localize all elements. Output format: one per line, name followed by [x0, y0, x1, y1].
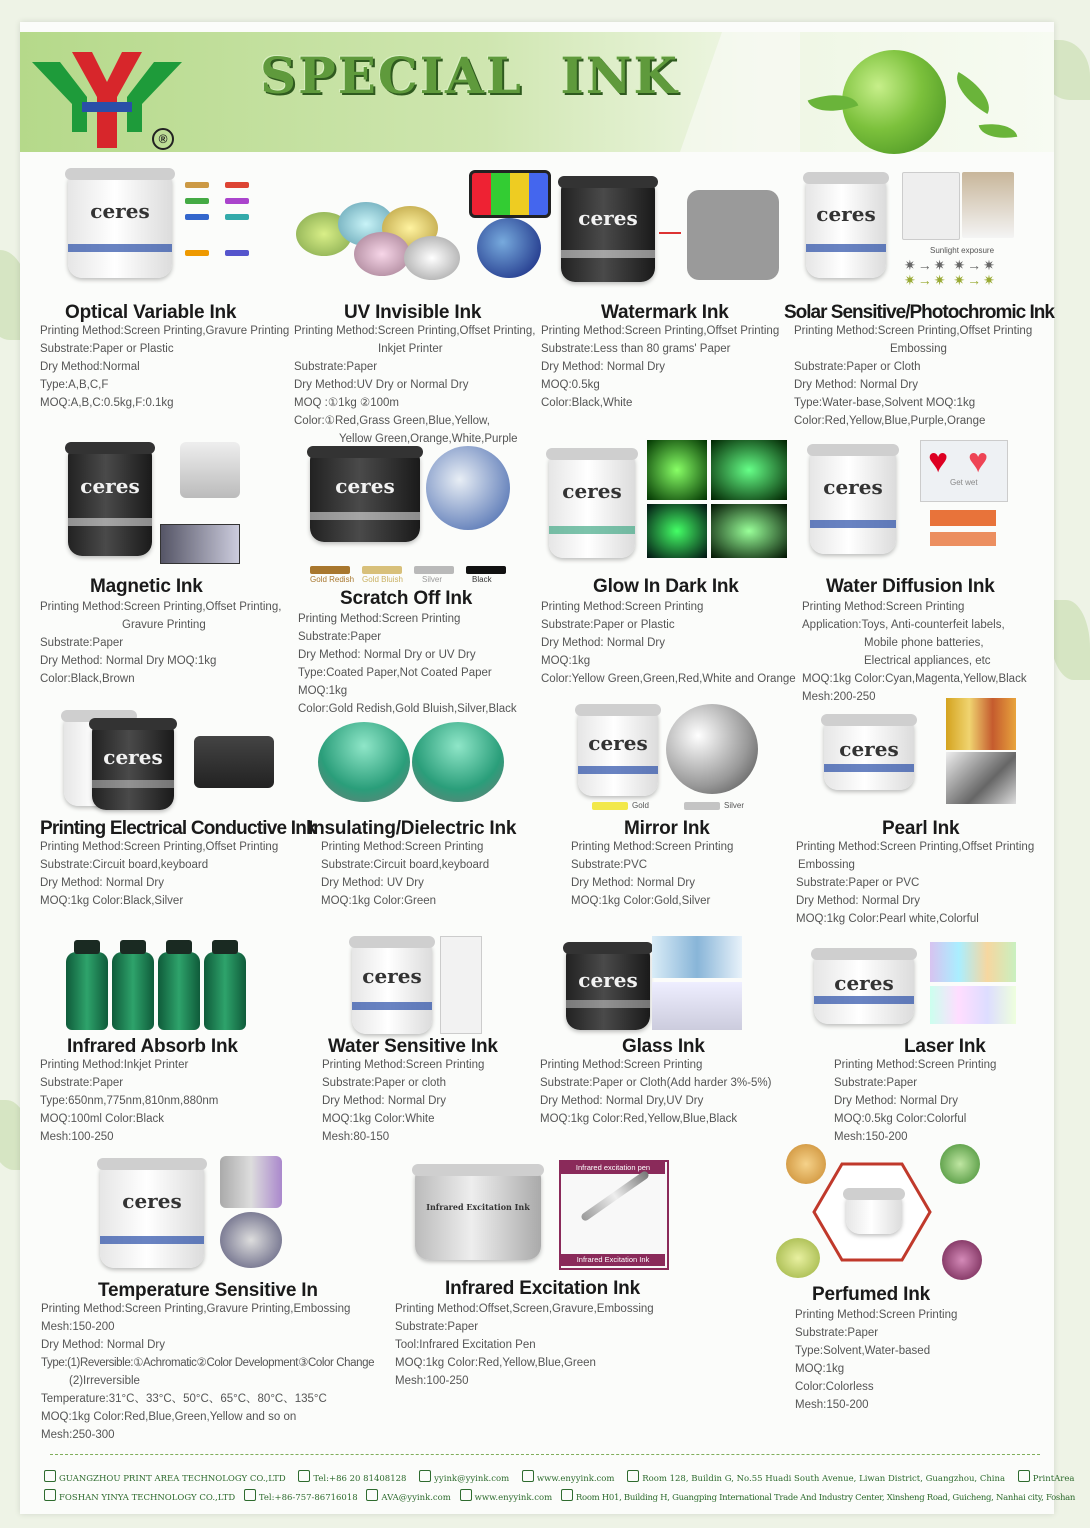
address: Room 128, Buildin G, No.55 Huadi South Avenue, Liwan District, Guangzhou, China — [642, 1474, 1006, 1484]
color-swatch — [185, 214, 209, 220]
footer-divider — [50, 1454, 1040, 1455]
magnetic-strip-photo — [160, 524, 240, 564]
company-name: FOSHAN YINYA TECHNOLOGY CO.,LTD — [59, 1493, 236, 1503]
spec-line: Dry Method:Normal — [40, 361, 140, 373]
spec-line: Type:(1)Reversible:①Achromatic②Color Development③Color Change — [41, 1357, 375, 1369]
product-glow-in-dark — [541, 434, 796, 694]
color-swatch — [225, 250, 249, 256]
spec-line: Dry Method: Normal Dry — [571, 877, 695, 889]
spec-line: Gravure Printing — [122, 619, 206, 631]
product-specs — [834, 1056, 996, 1146]
product-image — [294, 162, 539, 292]
product-optical-variable — [40, 162, 300, 422]
spec-line: Printing Method:Screen Printing,Offset Printing — [796, 841, 1035, 853]
holographic-photo — [930, 942, 1016, 982]
spec-line: Printing Method:Screen Printing — [802, 601, 965, 613]
product-magnetic — [40, 434, 300, 684]
spec-line: Color:Colorless — [795, 1381, 874, 1393]
spec-line: Color:Black,Brown — [40, 673, 135, 685]
spec-line: Substrate:Paper — [294, 361, 378, 373]
spec-line: Type:650nm,775nm,810nm,880nm — [40, 1095, 219, 1107]
product-specs — [40, 1056, 218, 1146]
product-specs — [40, 598, 281, 688]
magnetic-card-photo — [180, 442, 240, 498]
facebook-icon — [1018, 1470, 1030, 1482]
product-specs — [40, 838, 278, 910]
mail-icon — [366, 1489, 378, 1501]
phone-icon — [298, 1470, 310, 1482]
spec-line: Substrate:Circuit board,keyboard — [321, 859, 490, 871]
email-link[interactable]: AVA@yyink.com — [381, 1493, 451, 1503]
get-wet-caption: Get wet — [950, 478, 978, 487]
spec-line: MOQ:1kg — [795, 1363, 845, 1375]
product-perfumed — [762, 1138, 1042, 1428]
color-swatch — [185, 182, 209, 188]
glass-cups-photo — [652, 982, 742, 1030]
spec-line: Mesh:200-250 — [802, 691, 876, 703]
ink-bucket: ceres — [549, 454, 635, 558]
spec-line: Substrate:Paper — [40, 1077, 124, 1089]
spec-line: MOQ :①1kg ②100m — [294, 397, 399, 409]
spec-line: MOQ:1kg — [541, 655, 591, 667]
product-title: Printing Electrical Conductive Ink — [40, 818, 316, 839]
address: Room H01, Building H, Guangping International Trade And Industry Center, Xinsheng Road, Guicheng, Nanhai city, Foshan — [575, 1493, 1076, 1503]
spec-line: Dry Method: Normal Dry — [541, 361, 665, 373]
product-specs — [795, 1306, 957, 1414]
product-title: Water Sensitive Ink — [328, 1036, 498, 1057]
contact-row-foshan — [44, 1489, 1076, 1508]
spec-line: Printing Method:Screen Printing — [298, 613, 461, 625]
water-sensitive-sample — [440, 936, 482, 1034]
spec-line: Temperature:31°C、33°C、50°C、65°C、80°C、135°C — [41, 1393, 327, 1405]
product-image — [794, 696, 1049, 826]
leaf-icon — [948, 72, 999, 114]
watermark-sample — [687, 190, 779, 280]
mail-icon — [419, 1470, 431, 1482]
spec-line: Application:Toys, Anti-counterfeit labels, — [802, 619, 1005, 631]
glow-sample-1 — [647, 440, 707, 500]
spec-line: Substrate:Paper or PVC — [796, 877, 920, 889]
spec-line: Dry Method: Normal Dry — [541, 637, 665, 649]
product-specs — [541, 322, 779, 412]
globe-icon — [460, 1489, 472, 1501]
product-image — [810, 928, 1050, 1038]
product-laser — [810, 928, 1050, 1158]
sample-bottles-photo — [220, 1156, 282, 1208]
product-title: UV Invisible Ink — [344, 302, 482, 323]
ink-bottle — [158, 952, 200, 1030]
ink-bottle — [204, 952, 246, 1030]
spec-line: Substrate:Paper — [298, 631, 382, 643]
spec-line: Color:Yellow Green,Green,Red,White and Orange — [541, 673, 796, 685]
spec-line: Dry Method: Normal Dry — [796, 895, 920, 907]
product-image — [40, 928, 300, 1038]
swatch-silver — [684, 802, 720, 810]
spec-line: Substrate:Paper — [834, 1077, 918, 1089]
spec-line: Electrical appliances, etc — [864, 655, 991, 667]
spec-line: Substrate:Circuit board,keyboard — [40, 859, 209, 871]
glow-sample-4 — [711, 504, 787, 558]
spec-line: Dry Method: Normal Dry MOQ:1kg — [40, 655, 217, 667]
ink-bucket: ceres — [68, 448, 152, 556]
ink-bucket: Infrared Excitation Ink — [415, 1170, 541, 1260]
product-infrared-absorb — [40, 928, 300, 1158]
scratch-card-photo — [426, 446, 510, 530]
spec-line: MOQ:1kg Color:Red,Yellow,Blue,Green — [395, 1357, 596, 1369]
swatch-label: Gold Bluish — [362, 575, 403, 584]
product-uv-invisible — [294, 162, 539, 445]
sunlight-caption: Sunlight exposure — [930, 246, 995, 255]
label-sample — [930, 510, 996, 526]
star-icon-row: ✷→✷ ✷→✷ — [904, 272, 997, 288]
spec-line: Substrate:Paper or cloth — [322, 1077, 447, 1089]
product-title: Infrared Absorb Ink — [67, 1036, 238, 1057]
mirror-sample-photo — [666, 704, 758, 794]
spec-line: Dry Method: Normal Dry — [794, 379, 918, 391]
spec-line: Color:Gold Redish,Gold Bluish,Silver,Black — [298, 703, 517, 715]
product-title: Temperature Sensitive In — [98, 1280, 318, 1301]
uv-light-image — [477, 218, 541, 278]
swatch-label: Silver — [422, 575, 443, 584]
product-title: Mirror Ink — [624, 818, 710, 839]
spec-line: Printing Method:Screen Printing,Gravure Printing,Embossing — [41, 1303, 351, 1315]
spec-line: Type:Solvent,Water-based — [795, 1345, 931, 1357]
spec-line: Substrate:Paper or Plastic — [40, 343, 174, 355]
product-infrared-excitation — [395, 1152, 695, 1412]
spec-line: Substrate:Paper or Cloth — [794, 361, 921, 373]
spec-line: MOQ:1kg Color:White — [322, 1113, 435, 1125]
product-title: Glow In Dark Ink — [593, 576, 739, 597]
spec-line: MOQ:1kg — [298, 685, 348, 697]
spec-line: MOQ:1kg Color:Green — [321, 895, 437, 907]
ink-tray-green — [318, 722, 410, 802]
ink-bucket: ceres — [310, 452, 420, 542]
spec-line: Color:①Red,Grass Green,Blue,Yellow, — [294, 415, 490, 427]
spec-line: Yellow Green,Orange,White,Purple — [339, 433, 518, 445]
spec-line: Printing Method:Inkjet Printer — [40, 1059, 189, 1071]
spec-line: Dry Method: Normal Dry — [322, 1095, 446, 1107]
ginger-photo — [786, 1144, 826, 1184]
spec-line: Substrate:PVC — [571, 859, 648, 871]
product-title: Optical Variable Ink — [65, 302, 237, 323]
product-image — [40, 434, 300, 574]
product-title: Magnetic Ink — [90, 576, 203, 597]
location-icon — [561, 1489, 573, 1501]
product-water-sensitive — [322, 928, 542, 1158]
spec-line: Dry Method: Normal Dry — [41, 1339, 165, 1351]
label-sample — [930, 532, 996, 546]
ink-bucket: ceres — [92, 724, 174, 810]
product-water-diffusion — [782, 434, 1047, 704]
product-insulating-dielectric — [306, 696, 546, 916]
product-image — [395, 1152, 695, 1282]
spec-line: Printing Method:Screen Printing,Offset Printing — [541, 325, 780, 337]
product-image — [306, 696, 546, 826]
person-photo — [962, 172, 1014, 238]
product-image — [762, 1138, 1042, 1278]
product-specs — [794, 322, 1032, 430]
spec-line: Mesh:100-250 — [40, 1131, 114, 1143]
spec-line: Inkjet Printer — [378, 343, 443, 355]
pearl-foil-photo — [946, 698, 1016, 750]
product-title: Insulating/Dielectric Ink — [308, 818, 517, 839]
spec-line: Printing Method:Screen Printing,Offset Printing — [40, 841, 279, 853]
contact-footer — [44, 1470, 1076, 1508]
spec-line: Mesh:80-150 — [322, 1131, 390, 1143]
ink-bottle — [66, 952, 108, 1030]
spec-line: Dry Method: Normal Dry — [834, 1095, 958, 1107]
pen-caption: Infrared excitation pen — [561, 1162, 665, 1174]
product-solar-sensitive — [782, 162, 1054, 442]
email-link[interactable]: yyink@yyink.com — [434, 1474, 510, 1484]
ink-bucket: ceres — [561, 182, 655, 282]
swatch-gold-bluish — [362, 566, 402, 574]
heart-icon: ♥ — [968, 442, 989, 480]
product-image — [298, 434, 548, 584]
ink-bucket: ceres — [566, 948, 650, 1030]
spec-line: MOQ:1kg Color:Black,Silver — [40, 895, 184, 907]
poster-sheet — [20, 22, 1076, 1514]
spec-line: Mesh:250-300 — [41, 1429, 115, 1441]
ink-bucket: ceres — [578, 710, 658, 796]
ink-tray-white — [404, 236, 460, 280]
spec-line: Dry Method:UV Dry or Normal Dry — [294, 379, 469, 391]
spec-line: Printing Method:Screen Printing — [540, 1059, 703, 1071]
product-specs — [541, 598, 796, 688]
product-image — [541, 434, 786, 574]
header-banner — [20, 32, 1054, 152]
product-specs — [322, 1056, 484, 1146]
spec-line: Substrate:Paper or Plastic — [541, 619, 675, 631]
product-title: Infrared Excitation Ink — [445, 1278, 640, 1299]
swatch-silver — [414, 566, 454, 574]
product-title: Pearl Ink — [882, 818, 960, 839]
phone-icon — [244, 1489, 256, 1501]
product-specs — [540, 1056, 771, 1128]
spec-line: MOQ:1kg Color:Pearl white,Colorful — [796, 913, 979, 925]
spec-line: MOQ:A,B,C:0.5kg,F:0.1kg — [40, 397, 174, 409]
spec-line: (2)Irreversible — [69, 1375, 140, 1387]
spec-line: Printing Method:Screen Printing — [834, 1059, 997, 1071]
product-pearl — [794, 696, 1049, 926]
swatch-label: Gold Redish — [310, 575, 355, 584]
product-image — [540, 928, 790, 1038]
ink-bucket — [846, 1194, 902, 1234]
color-swatch — [185, 198, 209, 204]
product-image — [782, 434, 1047, 574]
ink-bottle — [112, 952, 154, 1030]
spec-line: Printing Method:Screen Printing — [795, 1309, 958, 1321]
banner-diagonal — [680, 32, 800, 152]
spec-line: Substrate:Less than 80 grams' Paper — [541, 343, 731, 355]
ink-bucket: ceres — [806, 178, 886, 278]
spec-line: MOQ:100ml Color:Black — [40, 1113, 164, 1125]
background-leaf — [1050, 600, 1090, 680]
spec-line: Substrate:Paper — [40, 637, 124, 649]
product-mirror — [566, 696, 786, 916]
product-image — [566, 696, 786, 826]
spec-line: Mesh:150-200 — [795, 1399, 869, 1411]
spec-line: Printing Method:Screen Printing,Offset Printing, — [294, 325, 536, 337]
spec-line: Type:Water-base,Solvent MOQ:1kg — [794, 397, 976, 409]
spec-line: Dry Method: Normal Dry or UV Dry — [298, 649, 476, 661]
ink-bucket: ceres — [824, 720, 914, 790]
company-name: GUANGZHOU PRINT AREA TECHNOLOGY CO.,LTD — [59, 1474, 286, 1484]
ink-bucket: ceres — [100, 1164, 204, 1268]
swatch-label: Silver — [724, 801, 745, 810]
spec-line: Printing Method:Screen Printing,Gravure Printing — [40, 325, 290, 337]
pen-caption: Infrared Excitation Ink — [561, 1254, 665, 1266]
glow-sample-2 — [711, 440, 787, 500]
contact-row-guangzhou — [44, 1470, 1075, 1489]
color-swatch — [185, 250, 209, 256]
swatch-black — [466, 566, 506, 574]
location-icon — [627, 1470, 639, 1482]
spec-line: Tool:Infrared Excitation Pen — [395, 1339, 536, 1351]
phone-number[interactable]: Tel:+86-757-86716018 — [258, 1493, 358, 1503]
product-electrical-conductive — [38, 696, 316, 916]
product-image — [541, 162, 786, 292]
spec-line: Printing Method:Screen Printing,Offset Printing — [794, 325, 1033, 337]
leaf-icon — [979, 119, 1018, 143]
spec-line: Mesh:150-200 — [41, 1321, 115, 1333]
glass-bottle-photo — [652, 936, 742, 978]
melon-photo — [940, 1144, 980, 1184]
spec-line: MOQ:1kg Color:Cyan,Magenta,Yellow,Black — [802, 673, 1027, 685]
glow-sample-3 — [647, 504, 707, 558]
spec-line: Substrate:Paper or Cloth(Add harder 3%-5%) — [540, 1077, 772, 1089]
trademark-symbol: ® — [152, 128, 174, 150]
swatch-label: Gold — [632, 801, 649, 810]
spec-line: Printing Method:Offset,Screen,Gravure,Embossing — [395, 1303, 654, 1315]
sample-tray-photo — [220, 1212, 282, 1268]
product-title: Perfumed Ink — [812, 1284, 930, 1305]
ink-bucket: ceres — [810, 450, 896, 554]
product-temperature-sensitive — [40, 1152, 400, 1452]
building-icon — [44, 1489, 56, 1501]
ink-tray-pink — [354, 232, 410, 276]
color-swatch — [225, 182, 249, 188]
product-glass — [540, 928, 790, 1158]
spec-line: Dry Method: Normal Dry,UV Dry — [540, 1095, 704, 1107]
ink-bucket: ceres — [814, 954, 914, 1024]
spec-line: Printing Method:Screen Printing — [322, 1059, 485, 1071]
page-title: SPECIAL INK — [260, 46, 679, 105]
phone-number[interactable]: Tel:+86 20 81408128 — [313, 1474, 407, 1484]
star-icon-row: ✷→✷ ✷→✷ — [904, 257, 997, 273]
product-image — [40, 162, 300, 292]
product-specs — [321, 838, 489, 910]
product-scratch-off — [298, 434, 548, 715]
spec-line: Type:A,B,C,F — [40, 379, 109, 391]
uv-color-card — [469, 170, 551, 218]
green-globe-image — [842, 50, 946, 154]
tshirt-photo — [902, 172, 960, 240]
spec-line: Printing Method:Screen Printing — [321, 841, 484, 853]
grape-photo — [942, 1240, 982, 1280]
spec-line: Dry Method: Normal Dry — [40, 877, 164, 889]
product-title: Glass Ink — [622, 1036, 705, 1057]
product-specs — [802, 598, 1027, 706]
spec-line: MOQ:1kg Color:Red,Blue,Green,Yellow and so on — [41, 1411, 297, 1423]
spec-line: Printing Method:Screen Printing — [571, 841, 734, 853]
product-specs — [571, 838, 733, 910]
swatch-label: Black — [472, 575, 492, 584]
ink-bucket: ceres — [352, 942, 432, 1034]
ink-tray-green — [412, 722, 504, 802]
spec-line: Mobile phone batteries, — [864, 637, 984, 649]
product-watermark — [541, 162, 786, 422]
ink-bucket: ceres — [68, 174, 172, 278]
globe-icon — [522, 1470, 534, 1482]
holographic-photo — [930, 986, 1016, 1024]
heart-icon: ♥ — [928, 442, 949, 480]
product-image — [40, 1152, 400, 1282]
multimeter-photo — [194, 736, 274, 788]
spec-line: Mesh:150-200 — [834, 1131, 908, 1143]
spec-line: Type:Coated Paper,Not Coated Paper — [298, 667, 492, 679]
spec-line: Dry Method: UV Dry — [321, 877, 424, 889]
product-title: Watermark Ink — [601, 302, 729, 323]
spec-line: Embossing — [798, 859, 855, 871]
color-swatch — [225, 214, 249, 220]
product-specs — [41, 1300, 374, 1444]
product-specs — [395, 1300, 654, 1390]
spec-line: Substrate:Paper — [395, 1321, 479, 1333]
building-icon — [44, 1470, 56, 1482]
product-specs — [796, 838, 1034, 928]
website-link[interactable]: www.enyyink.com — [536, 1474, 615, 1484]
swatch-gold-redish — [310, 566, 350, 574]
spec-line: Mesh:100-250 — [395, 1375, 469, 1387]
spec-line: Color:Black,White — [541, 397, 633, 409]
arrow-right-icon — [659, 232, 681, 234]
spec-line: Printing Method:Screen Printing,Offset Printing, — [40, 601, 282, 613]
spec-line: Printing Method:Screen Printing — [541, 601, 704, 613]
pearl-sheet-photo — [946, 752, 1016, 804]
swatch-gold — [592, 802, 628, 810]
spec-line: MOQ:1kg Color:Red,Yellow,Blue,Black — [540, 1113, 738, 1125]
spec-line: MOQ:1kg Color:Gold,Silver — [571, 895, 711, 907]
product-image — [782, 162, 1047, 292]
product-title: Water Diffusion Ink — [826, 576, 995, 597]
social-handle[interactable]: PrintArea — [1032, 1474, 1075, 1484]
product-image — [322, 928, 542, 1038]
website-link[interactable]: www.enyyink.com — [474, 1493, 553, 1503]
product-title: Solar Sensitive/Photochromic Ink — [784, 302, 1054, 323]
spec-line: MOQ:0.5kg — [541, 379, 600, 391]
spec-line: MOQ:0.5kg Color:Colorful — [834, 1113, 967, 1125]
product-image — [38, 696, 308, 826]
product-title: Scratch Off Ink — [340, 588, 473, 609]
spec-line: Color:Red,Yellow,Blue,Purple,Orange — [794, 415, 986, 427]
spec-line: Embossing — [890, 343, 947, 355]
product-specs — [40, 322, 289, 412]
tea-photo — [776, 1238, 820, 1278]
spec-line: Substrate:Paper — [795, 1327, 879, 1339]
color-swatch — [225, 198, 249, 204]
product-title: Laser Ink — [904, 1036, 986, 1057]
